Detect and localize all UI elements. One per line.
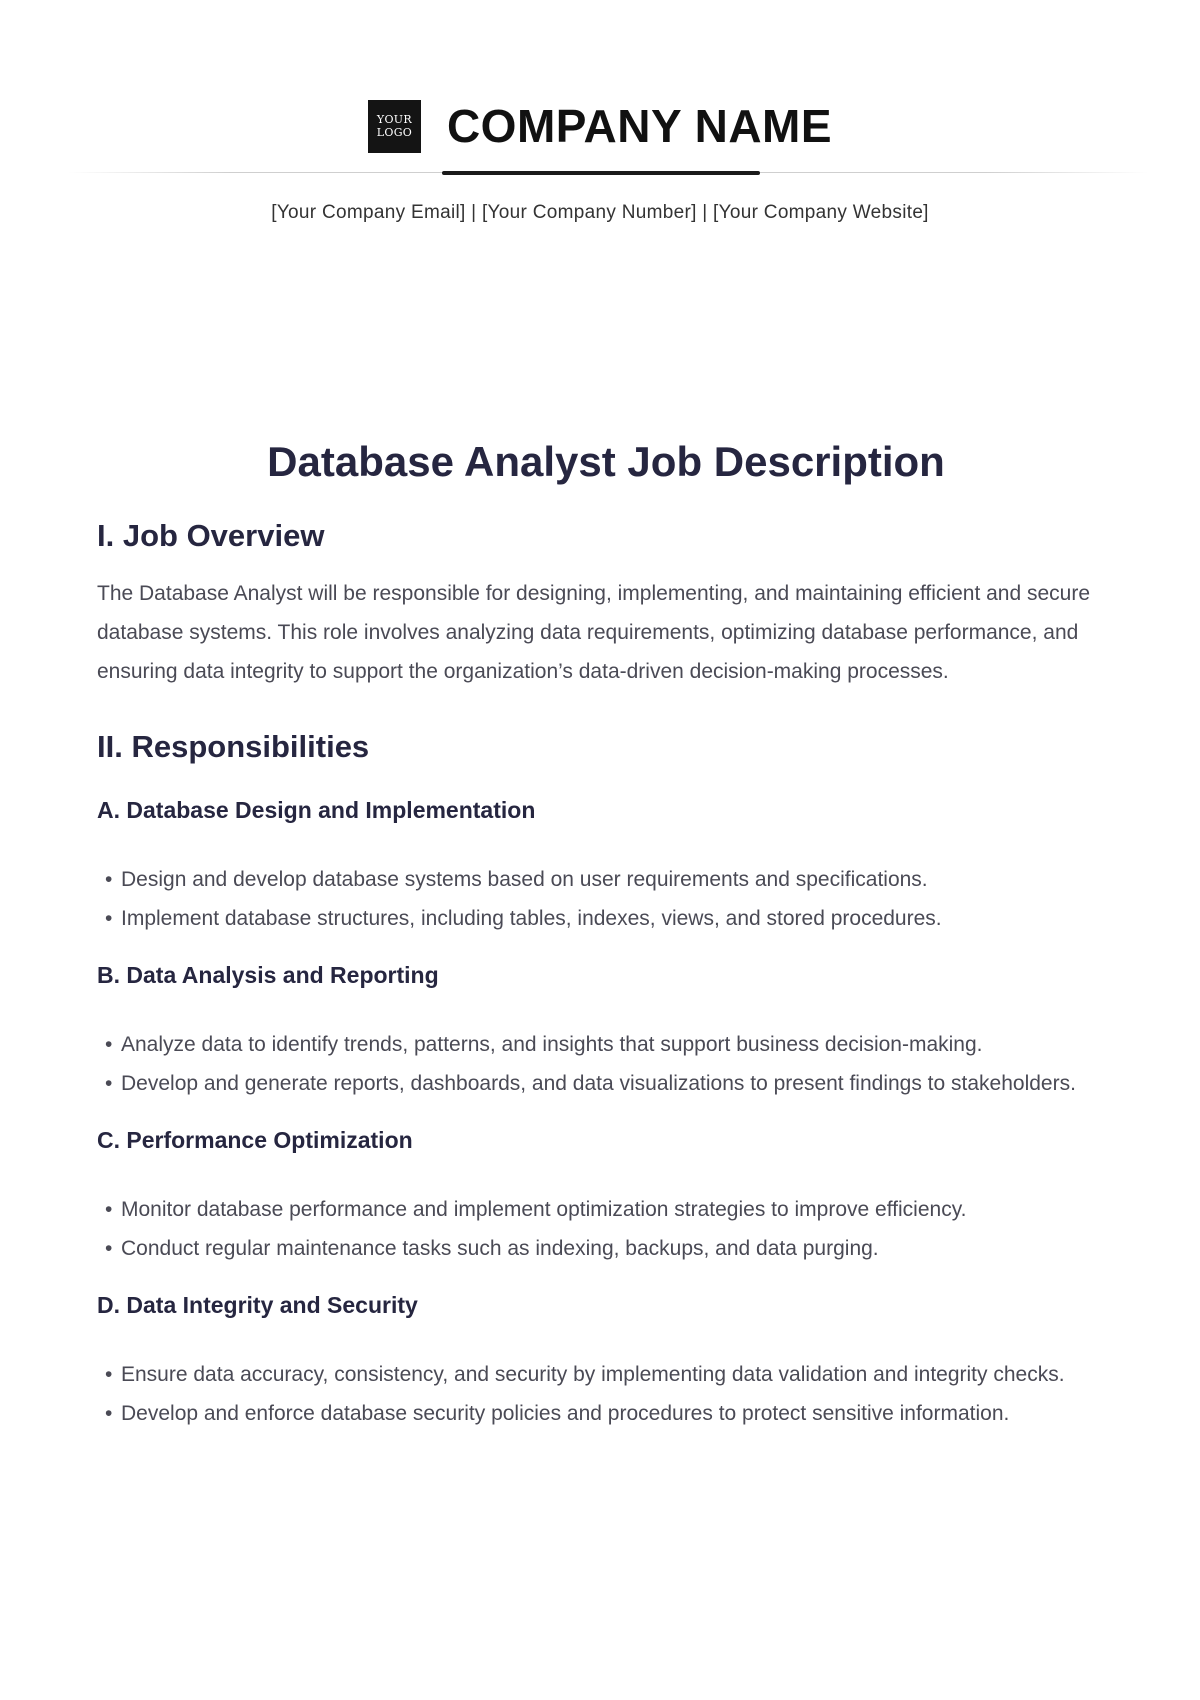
list-item-text: Analyze data to identify trends, patterns, and insights that support business decision-making. <box>121 1033 983 1056</box>
logo-text-line2: LOGO <box>376 126 413 139</box>
list-item-text: Develop and generate reports, dashboards, and data visualizations to present findings to stakeholders. <box>121 1072 1076 1095</box>
bullet-dot-icon: • <box>105 1237 113 1260</box>
document-body <box>97 438 1107 1433</box>
section-heading-job-overview: I. Job Overview <box>97 518 325 553</box>
bullet-dot-icon: • <box>105 907 113 930</box>
page-header <box>0 96 1200 156</box>
subsection-heading-security: D. Data Integrity and Security <box>97 1292 418 1318</box>
bullet-dot-icon: • <box>105 1033 113 1056</box>
list-item <box>97 1064 1107 1103</box>
bullet-dot-icon: • <box>105 868 113 891</box>
bullet-dot-icon: • <box>105 1363 113 1386</box>
list-item <box>97 1229 1107 1268</box>
list-item-text: Conduct regular maintenance tasks such as indexing, backups, and data purging. <box>121 1237 879 1260</box>
list-item-text: Develop and enforce database security policies and procedures to protect sensitive information. <box>121 1402 1010 1425</box>
bullet-dot-icon: • <box>105 1072 113 1095</box>
subsection-heading-performance: C. Performance Optimization <box>97 1127 413 1153</box>
list-item-text: Design and develop database systems based on user requirements and specifications. <box>121 868 928 891</box>
bullet-list-design <box>97 860 1107 938</box>
list-item <box>97 1394 1107 1433</box>
logo-text-line1: YOUR <box>376 113 412 126</box>
document-title: Database Analyst Job Description <box>267 438 945 485</box>
list-item <box>97 1025 1107 1064</box>
section-heading-responsibilities: II. Responsibilities <box>97 729 370 764</box>
subsection-heading-design: A. Database Design and Implementation <box>97 797 536 823</box>
list-item <box>97 860 1107 899</box>
bullet-list-security <box>97 1355 1107 1433</box>
company-contact-line: [Your Company Email] | [Your Company Number] | [Your Company Website] <box>271 202 929 223</box>
list-item <box>97 1190 1107 1229</box>
list-item <box>97 899 1107 938</box>
job-overview-paragraph: The Database Analyst will be responsible for designing, implementing, and maintaining efficient and secure database systems. This role involves analyzing data requirements, optimizing database performance, and ensuring data integrity to support the organization’s data-driven decision-making processes. <box>97 582 1091 683</box>
bullet-list-performance <box>97 1190 1107 1268</box>
bullet-list-analysis <box>97 1025 1107 1103</box>
company-logo <box>368 100 421 153</box>
list-item <box>97 1355 1107 1394</box>
bullet-dot-icon: • <box>105 1402 113 1425</box>
company-name: COMPANY NAME <box>446 100 833 152</box>
list-item-text: Monitor database performance and implement optimization strategies to improve efficiency. <box>121 1198 967 1221</box>
bullet-dot-icon: • <box>105 1198 113 1221</box>
header-divider-accent <box>442 171 760 175</box>
list-item-text: Ensure data accuracy, consistency, and security by implementing data validation and integrity checks. <box>121 1363 1065 1386</box>
subsection-heading-analysis: B. Data Analysis and Reporting <box>97 962 439 988</box>
list-item-text: Implement database structures, including tables, indexes, views, and stored procedures. <box>121 907 942 930</box>
